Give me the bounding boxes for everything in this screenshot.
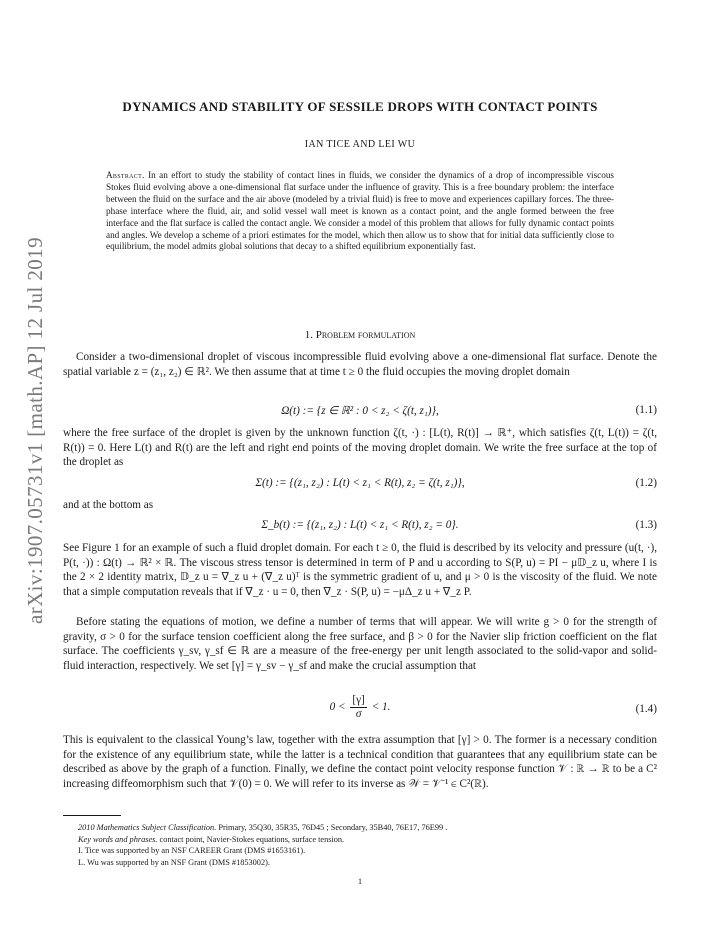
equation-1-4-right: < 1.	[371, 701, 391, 714]
equation-1-2-number: (1.2)	[635, 477, 657, 489]
equation-1-3	[63, 519, 657, 535]
fraction-denominator: σ	[355, 708, 362, 720]
arxiv-identifier: arXiv:1907.05731v1 [math.AP] 12 Jul 2019	[22, 236, 47, 624]
paragraph-6: This is equivalent to the classical Young’s law, together with the extra assumption that [γ] > 0. The former is a necessary condition for the existence of any equilibrium state, while the latter is a technical condition that guarantees that any equilibrium state can be described as above by the graph of a function. Finally, we define the contact point velocity response function 𝒱 : ℝ → ℝ to be a C² increasing diffeomorphism such that 𝒱(0) = 0. We will refer to its inverse as 𝒲 = 𝒱⁻¹ ∈ C²(ℝ).	[63, 734, 657, 790]
equation-1-4-fraction	[350, 694, 366, 721]
equation-1-1-body: Ω(t) := {z ∈ ℝ² : 0 < z₂ < ζ(t, z₁)},	[281, 405, 439, 417]
footnote-keywords-label: Key words and phrases.	[78, 834, 158, 844]
paragraph-1: Consider a two-dimensional droplet of viscous incompressible fluid evolving above a one-dimensional flat surface. Denote the spatial variable z = (z₁, z₂) ∈ ℝ². We then assume that at time t ≥ 0 the fluid occupies the moving droplet domain	[63, 351, 657, 378]
abstract	[106, 170, 614, 253]
page-number: 1	[357, 876, 363, 886]
footnote-grant-tice: I. Tice was supported by an NSF CAREER Grant (DMS #1653161).	[78, 846, 306, 856]
paragraph-2: where the free surface of the droplet is given by the unknown function ζ(t, ·) : [L(t), R(t)] → ℝ⁺, which satisfies ζ(t, L(t)) = ζ(t, R(t)) = 0. Here L(t) and R(t) are the left and right end points of the moving droplet domain. We write the free surface at the top of the droplet as	[63, 427, 657, 469]
footnote-msc-text: Primary, 35Q30, 35R35, 76D45 ; Secondary, 35B40, 76E17, 76E99 .	[218, 823, 448, 832]
equation-1-4-body	[63, 694, 657, 721]
footnote-keywords	[78, 834, 658, 846]
fraction-numerator: [γ]	[352, 694, 365, 706]
equation-1-2	[63, 477, 657, 493]
equation-1-4-number: (1.4)	[635, 703, 657, 715]
section-number: 1.	[304, 329, 313, 341]
paragraph-4: See Figure 1 for an example of such a fluid droplet domain. For each t ≥ 0, the fluid is described by its velocity and pressure (u(t, ·), P(t, ·)) : Ω(t) → ℝ² × ℝ. The viscous stress tensor is determined in term of P and u according to S(P, u) = PI − μ𝔻_z u, where I is the 2 × 2 identity matrix, 𝔻_z u = ∇_z u + (∇_z u)ᵀ is the symmetric gradient of u, and μ > 0 is the viscosity of the fluid. We note that a simple computation reveals that if ∇_z · u = 0, then ∇_z · S(P, u) = −μΔ_z u + ∇_z P.	[63, 542, 657, 598]
arxiv-margin-stamp	[20, 215, 50, 645]
equation-1-2-body: Σ(t) := {(z₁, z₂) : L(t) < z₁ < R(t), z₂ = ζ(t, z₁)},	[255, 477, 465, 489]
section-title: Problem formulation	[315, 329, 416, 341]
equation-1-1-number: (1.1)	[635, 404, 657, 416]
footnote-msc-label: 2010 Mathematics Subject Classification.	[78, 823, 217, 832]
equation-1-1	[63, 404, 657, 420]
footnote-msc	[78, 822, 658, 834]
paragraph-5: Before stating the equations of motion, we define a number of terms that will appear. We will write g > 0 for the strength of gravity, σ > 0 for the surface tension coefficient along the free surface, and β > 0 for the Navier slip friction coefficient on the flat surface. The coefficients γ_sv, γ_sf ∈ ℝ are a measure of the free-energy per unit length associated to the solid-vapor and solid-fluid interaction, respectively. We set [γ] = γ_sv − γ_sf and make the crucial assumption that	[63, 616, 657, 672]
footnote-rule	[63, 815, 121, 816]
section-heading	[60, 329, 660, 341]
paper-title: DYNAMICS AND STABILITY OF SESSILE DROPS WITH CONTACT POINTS	[122, 99, 598, 114]
abstract-label: Abstract.	[106, 170, 145, 180]
paper-authors: IAN TICE AND LEI WU	[304, 139, 416, 150]
footnote-grant-wu: L. Wu was supported by an NSF Grant (DMS #1853002).	[78, 857, 270, 867]
equation-1-3-number: (1.3)	[635, 519, 657, 531]
footnotes	[78, 822, 658, 868]
equation-1-3-body: Σ_b(t) := {(z₁, z₂) : L(t) < z₁ < R(t), z₂ = 0}.	[261, 519, 459, 531]
equation-1-4	[63, 694, 657, 728]
paragraph-3: and at the bottom as	[63, 499, 154, 511]
abstract-text: In an effort to study the stability of contact lines in fluids, we consider the dynamics of a drop of incompressible viscous Stokes fluid evolving above a one-dimensional flat surface under the influence of gravity. This is a free boundary problem: the interface between the fluid on the surface and the air above (modeled by a trivial fluid) is free to move and experiences capillary forces. The three-phase interface where the fluid, air, and solid vessel wall meet is known as a contact point, and the angle formed between the free interface and the flat surface is called the contact angle. We consider a model of this problem that allows for fully dynamic contact points and angles. We develop a scheme of a priori estimates for the model, which then allow us to show that for initial data sufficiently close to equilibrium, the model admits global solutions that decay to a shifted equilibrium exponentially fast.	[106, 170, 615, 252]
footnote-keywords-text: contact point, Navier-Stokes equations, surface tension.	[159, 834, 345, 844]
equation-1-4-left: 0 <	[329, 701, 346, 714]
